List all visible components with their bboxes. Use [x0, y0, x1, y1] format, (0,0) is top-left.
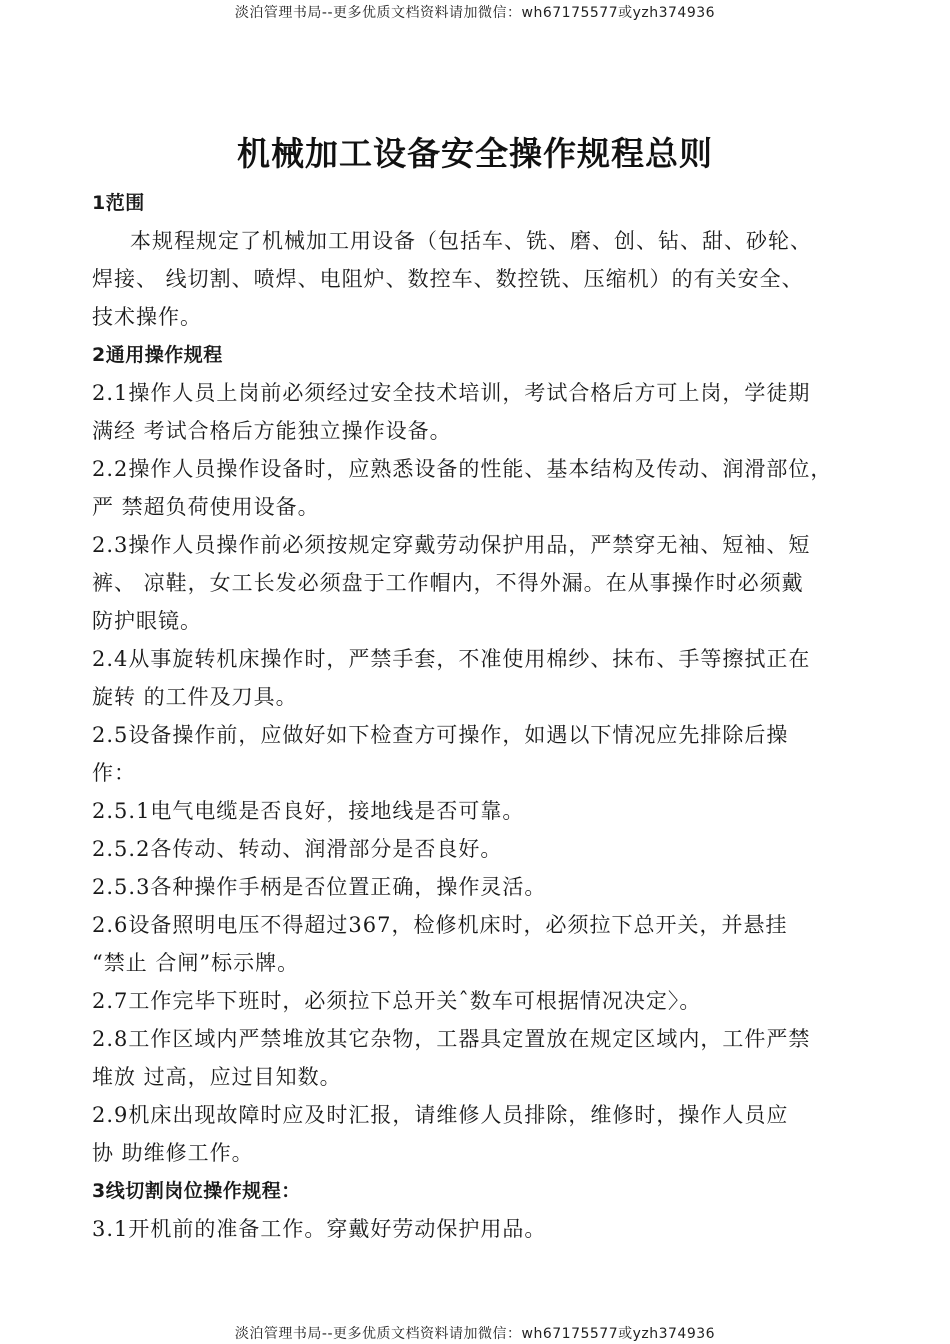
paragraph-line: 2.3操作人员操作前必须按规定穿戴劳动保护用品，严禁穿无袖、短袖、短 [92, 533, 811, 557]
paragraph-line: 2.4从事旋转机床操作时，严禁手套，不准使用棉纱、抹布、手等擦拭正在 [92, 647, 811, 671]
header-watermark: 淡泊管理书局--更多优质文档资料请加微信：wh67175577或yzh374936 [234, 5, 716, 21]
paragraph-line: 2.5设备操作前，应做好如下检查方可操作，如遇以下情况应先排除后操 [92, 723, 789, 747]
paragraph-line: 作： [92, 761, 136, 785]
paragraph-line: 2.5.2各传动、转动、润滑部分是否良好。 [92, 837, 503, 861]
paragraph-line: 防护眼镜。 [92, 609, 202, 633]
document-title: 机械加工设备安全操作规程总则 [237, 134, 713, 173]
paragraph-line: 2.7工作完毕下班时，必须拉下总开关ˆ数车可根据情况决定〉。 [92, 989, 702, 1013]
paragraph-line: “禁止 合闸”标示牌。 [92, 951, 300, 975]
paragraph-line: 裤、 凉鞋，女工长发必须盘于工作帽内，不得外漏。在从事操作时必须戴 [92, 571, 804, 595]
section-heading-scope: 1范围 [92, 192, 145, 214]
paragraph-line: 技术操作。 [92, 305, 202, 329]
paragraph-line: 3.1开机前的准备工作。穿戴好劳动保护用品。 [92, 1217, 547, 1241]
paragraph-line: 2.1操作人员上岗前必须经过安全技术培训，考试合格后方可上岗，学徒期 [92, 381, 811, 405]
section-heading-wire-cutting: 3线切割岗位操作规程： [92, 1180, 301, 1202]
footer-watermark: 淡泊管理书局--更多优质文档资料请加微信：wh67175577或yzh374936 [234, 1326, 716, 1342]
paragraph-line: 2.5.3各种操作手柄是否位置正确，操作灵活。 [92, 875, 547, 899]
paragraph-line: 2.2操作人员操作设备时，应熟悉设备的性能、基本结构及传动、润滑部位， [92, 457, 833, 481]
paragraph-line: 堆放 过高，应过目知数。 [92, 1065, 342, 1089]
section-heading-general: 2通用操作规程 [92, 344, 223, 366]
paragraph-line: 本规程规定了机械加工用设备（包括车、铣、磨、创、钻、甜、砂轮、 [130, 229, 812, 253]
paragraph-line: 2.6设备照明电压不得超过367，检修机床时，必须拉下总开关，并悬挂 [92, 913, 788, 937]
paragraph-line: 满经 考试合格后方能独立操作设备。 [92, 419, 452, 443]
paragraph-line: 协 助维修工作。 [92, 1141, 254, 1165]
paragraph-line: 旋转 的工件及刀具。 [92, 685, 298, 709]
paragraph-line: 焊接、 线切割、喷焊、电阻炉、数控车、数控铣、压缩机）的有关安全、 [92, 267, 804, 291]
paragraph-line: 2.9机床出现故障时应及时汇报，请维修人员排除，维修时，操作人员应 [92, 1103, 789, 1127]
paragraph-line: 严 禁超负荷使用设备。 [92, 495, 320, 519]
paragraph-line: 2.8工作区域内严禁堆放其它杂物，工器具定置放在规定区域内，工件严禁 [92, 1027, 811, 1051]
document-body [92, 184, 867, 1248]
paragraph-line: 2.5.1电气电缆是否良好，接地线是否可靠。 [92, 799, 525, 823]
